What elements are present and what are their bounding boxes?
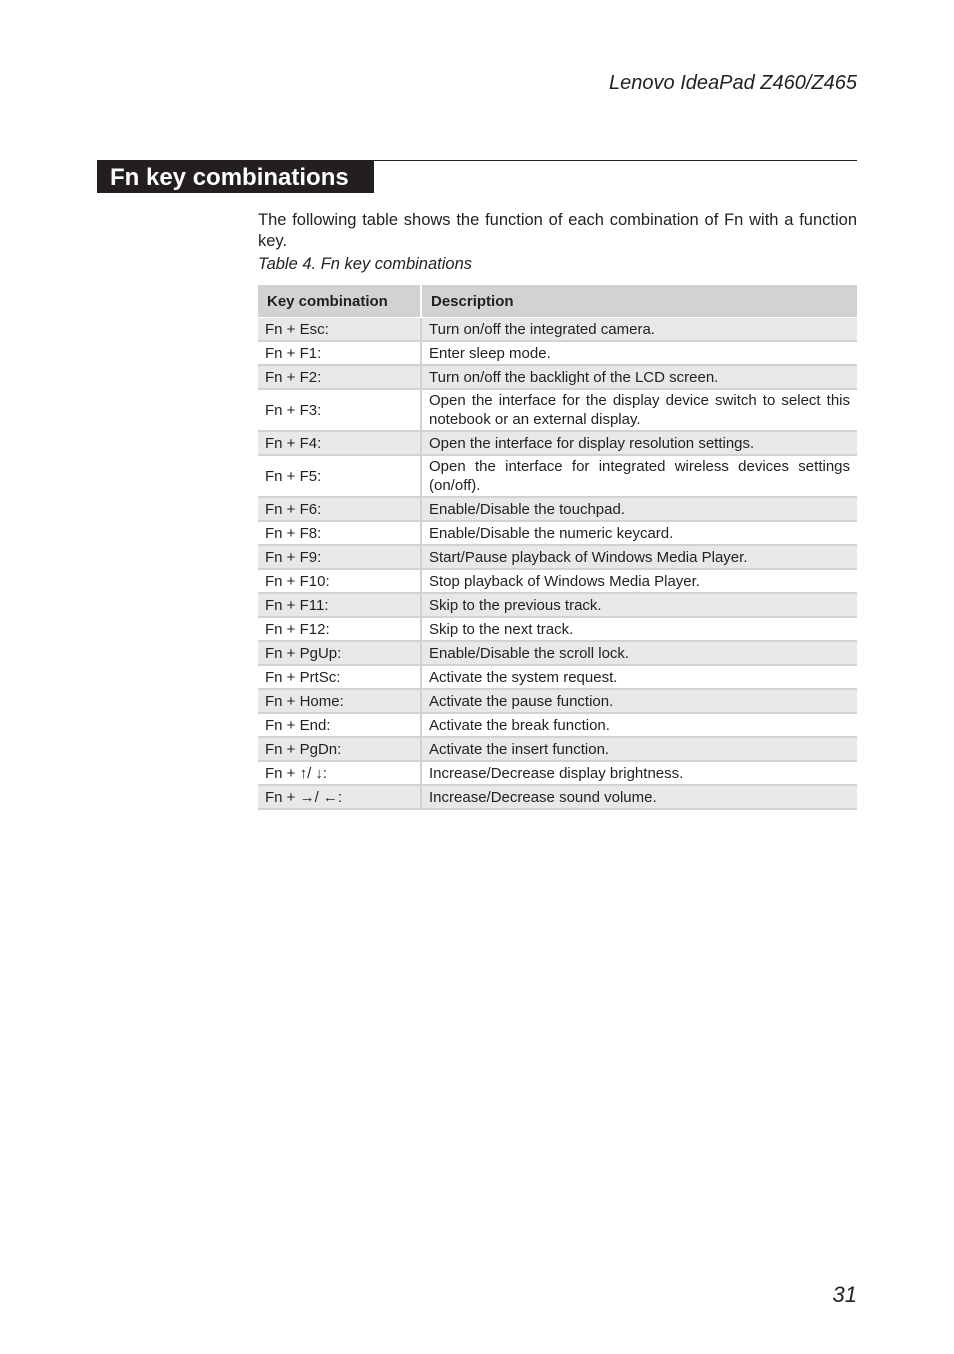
key-combination-cell: Fn + F4: xyxy=(258,431,421,455)
description-cell: Stop playback of Windows Media Player. xyxy=(421,569,857,593)
key-combination-cell: Fn + F10: xyxy=(258,569,421,593)
description-cell: Start/Pause playback of Windows Media Player. xyxy=(421,545,857,569)
table-row xyxy=(258,737,857,761)
description-cell: Increase/Decrease sound volume. xyxy=(421,785,857,809)
description-cell: Enable/Disable the touchpad. xyxy=(421,497,857,521)
key-combination-cell: Fn + F12: xyxy=(258,617,421,641)
table-row xyxy=(258,521,857,545)
page-number: 31 xyxy=(832,1282,857,1307)
table-row xyxy=(258,545,857,569)
key-combination-cell: Fn + F6: xyxy=(258,497,421,521)
table-row xyxy=(258,689,857,713)
description-cell: Activate the insert function. xyxy=(421,737,857,761)
description-cell: Skip to the previous track. xyxy=(421,593,857,617)
table-row xyxy=(258,641,857,665)
key-combination-cell: Fn + Home: xyxy=(258,689,421,713)
table-caption: Table 4. Fn key combinations xyxy=(258,255,473,273)
key-combination-cell: Fn + F3: xyxy=(258,389,421,431)
description-cell: Enable/Disable the scroll lock. xyxy=(421,641,857,665)
section-title: Fn key combinations xyxy=(97,160,374,193)
description-cell: Activate the break function. xyxy=(421,713,857,737)
table-row xyxy=(258,785,857,809)
key-combination-cell: Fn + F2: xyxy=(258,365,421,389)
description-cell: Turn on/off the integrated camera. xyxy=(421,318,857,342)
table-row xyxy=(258,713,857,737)
key-combination-cell: Fn + ↑/ ↓: xyxy=(258,761,421,785)
table-row xyxy=(258,318,857,342)
table-body xyxy=(258,318,857,810)
description-cell: Increase/Decrease display brightness. xyxy=(421,761,857,785)
table-row xyxy=(258,593,857,617)
key-combination-cell: Fn + F8: xyxy=(258,521,421,545)
key-combination-cell: Fn + →/ ←: xyxy=(258,785,421,809)
key-combination-cell: Fn + PgDn: xyxy=(258,737,421,761)
table-row xyxy=(258,455,857,497)
fn-key-table xyxy=(258,285,857,810)
description-cell: Turn on/off the backlight of the LCD screen. xyxy=(421,365,857,389)
description-cell: Activate the system request. xyxy=(421,665,857,689)
description-cell: Open the interface for the display device switch to select this notebook or an external display. xyxy=(421,389,857,431)
table-row xyxy=(258,665,857,689)
section-rule xyxy=(374,160,857,161)
description-cell: Open the interface for display resolution settings. xyxy=(421,431,857,455)
table-row xyxy=(258,569,857,593)
table-row xyxy=(258,497,857,521)
description-cell: Open the interface for integrated wireless devices settings (on/off). xyxy=(421,455,857,497)
key-combination-cell: Fn + F9: xyxy=(258,545,421,569)
table-row xyxy=(258,431,857,455)
table-row xyxy=(258,617,857,641)
table-row xyxy=(258,341,857,365)
intro-paragraph: The following table shows the function of each combination of Fn with a function key. xyxy=(258,211,857,250)
table-row xyxy=(258,389,857,431)
header-key-combination: Key combination xyxy=(258,285,421,318)
key-combination-cell: Fn + F1: xyxy=(258,341,421,365)
description-cell: Enter sleep mode. xyxy=(421,341,857,365)
key-combination-cell: Fn + Esc: xyxy=(258,318,421,342)
description-cell: Enable/Disable the numeric keycard. xyxy=(421,521,857,545)
table-header-row xyxy=(258,285,857,318)
description-cell: Activate the pause function. xyxy=(421,689,857,713)
description-cell: Skip to the next track. xyxy=(421,617,857,641)
key-combination-cell: Fn + End: xyxy=(258,713,421,737)
table-row xyxy=(258,365,857,389)
key-combination-cell: Fn + F5: xyxy=(258,455,421,497)
running-header: Lenovo IdeaPad Z460/Z465 xyxy=(609,72,857,94)
header-description: Description xyxy=(421,285,857,318)
key-combination-cell: Fn + PrtSc: xyxy=(258,665,421,689)
table-row xyxy=(258,761,857,785)
key-combination-cell: Fn + PgUp: xyxy=(258,641,421,665)
key-combination-cell: Fn + F11: xyxy=(258,593,421,617)
